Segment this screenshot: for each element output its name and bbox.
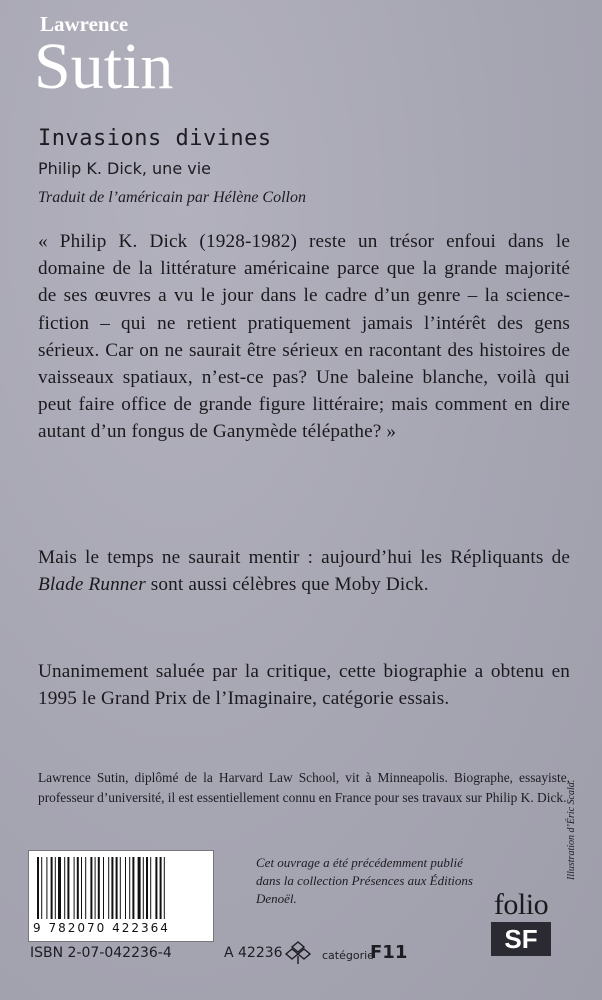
book-title: Invasions divines [38, 126, 272, 151]
translator-credit: Traduit de l’américain par Hélène Collon [38, 189, 306, 206]
barcode-icon [35, 857, 207, 919]
barcode-bar [67, 857, 69, 919]
publisher-code: A 42236 [224, 945, 283, 961]
barcode-bar [125, 857, 126, 919]
barcode-digits: 9 782070 422364 [33, 921, 170, 935]
barcode-bar [81, 857, 82, 919]
barcode-bar [146, 857, 148, 919]
logo-word: folio [493, 888, 549, 921]
stacked-books-icon [284, 940, 312, 966]
illustration-credit: Illustration d’Éric Scala. [566, 779, 577, 880]
barcode-bar [160, 857, 162, 919]
book-subtitle: Philip K. Dick, une vie [38, 159, 211, 178]
barcode-bar [116, 857, 118, 919]
barcode-bar [51, 857, 53, 919]
category-label: catégorie [322, 949, 374, 962]
barcode-bar [120, 857, 121, 919]
category-code: F11 [370, 942, 408, 963]
barcode-bar [85, 857, 86, 919]
blurb-text: Mais le temps ne saurait mentir : aujourd’hui les Répliquants de [38, 547, 570, 568]
folio-sf-logo [488, 890, 554, 956]
barcode-bar [77, 857, 79, 919]
barcode-bar [164, 857, 165, 919]
barcode-bar [155, 857, 157, 919]
barcode-bar [150, 857, 151, 919]
barcode-bar [64, 857, 65, 919]
barcode-bar [58, 857, 61, 919]
author-last-name: Sutin [34, 30, 174, 103]
barcode-bar [129, 857, 130, 919]
barcode [28, 850, 214, 942]
barcode-bar [103, 857, 104, 919]
barcode-bar [98, 857, 100, 919]
barcode-bar [132, 857, 134, 919]
barcode-bar [108, 857, 109, 919]
barcode-bar [95, 857, 96, 919]
barcode-bar [90, 857, 92, 919]
blurb-quote: « Philip K. Dick (1928-1982) reste un trésor enfoui dans le domaine de la littérature américaine parce que la grande majorité de ses œuvres a vu le jour dans le cadre d’un genre – la science-fiction – qui ne retient pratiquement jamais l’intérêt des gens sérieux. Car on ne saurait être sérieux en racontant des histoires de vaisseaux spatiaux, n’est-ce pas? Une baleine blanche, voilà qui peut faire office de grande figure littéraire; mais comment en dire autant d’un fongus de Ganymède télépathe? » [38, 231, 570, 443]
publication-note: Cet ouvrage a été précédemment publié dans la collection Présences aux Éditions Denoël. [256, 855, 473, 906]
blurb-paragraph-2 [38, 544, 570, 598]
blurb-text: sont aussi célèbres que Moby Dick. [145, 574, 429, 596]
author-bio: Lawrence Sutin, diplômé de la Harvard Law School, vit à Minneapolis. Biographe, essayiste, professeur d’université, il est essentiellement connu en France pour ses travaux sur Philip K. Dick. [38, 770, 570, 805]
barcode-bar [37, 857, 39, 919]
blurb-film-title: Blade Runner [38, 574, 146, 596]
barcode-bar [143, 857, 144, 919]
barcode-bar [111, 857, 113, 919]
barcode-bar [138, 857, 141, 919]
barcode-bar [46, 857, 47, 919]
isbn: ISBN 2-07-042236-4 [30, 945, 172, 961]
author-first-name: Lawrence [40, 12, 129, 36]
barcode-bar [55, 857, 56, 919]
blurb-paragraph-3: Unanimement saluée par la critique, cette biographie a obtenu en 1995 le Grand Prix de l’Imaginaire, catégorie essais. [38, 661, 570, 710]
logo-badge: SF [491, 922, 551, 956]
barcode-bar [74, 857, 75, 919]
barcode-bar [41, 857, 42, 919]
